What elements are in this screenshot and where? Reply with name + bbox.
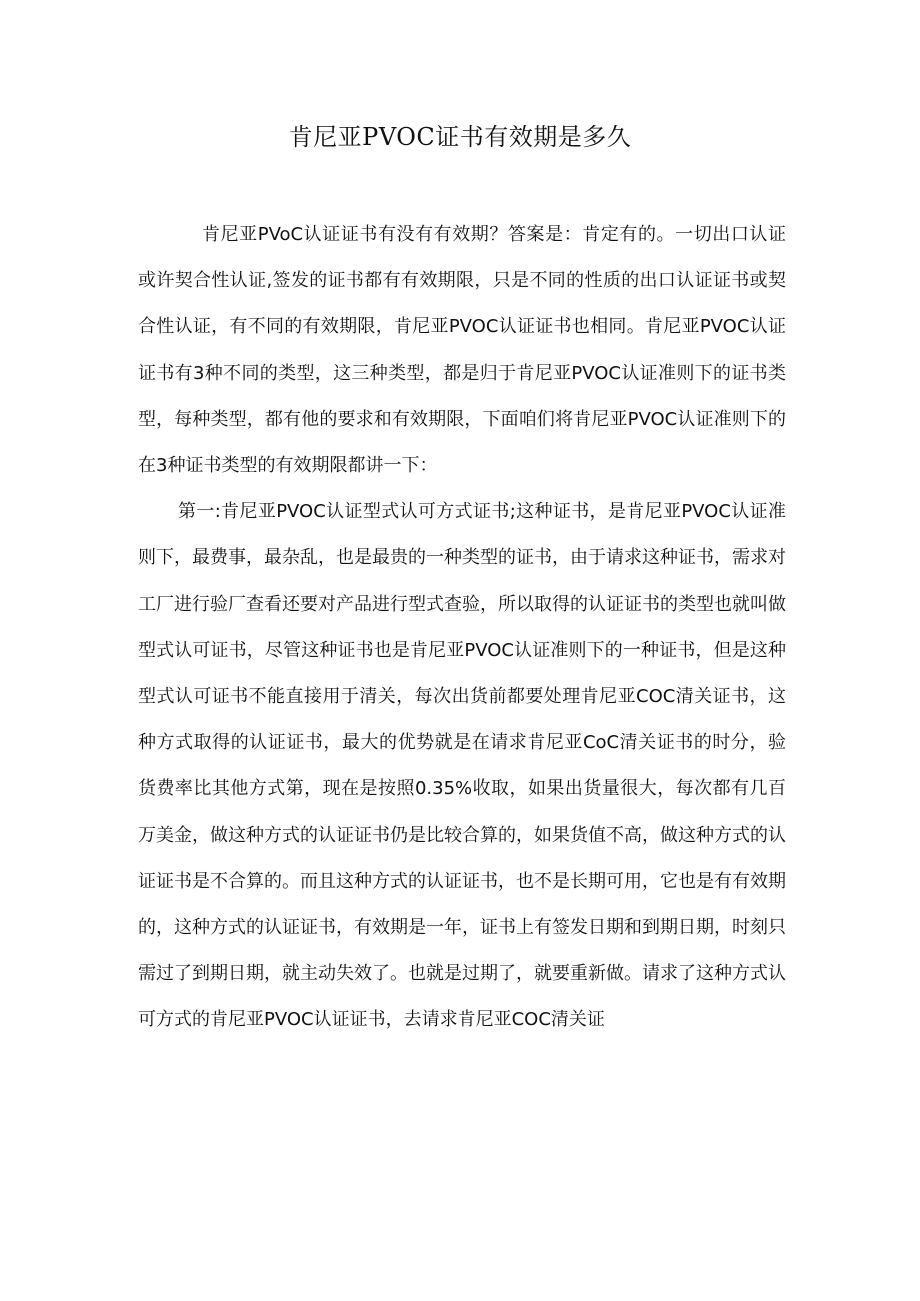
document-body [138, 212, 786, 1044]
paragraph-first-type: 第一:肯尼亚PVOC认证型式认可方式证书;这种证书，是肯尼亚PVOC认证准则下，最费事，最杂乱，也是最贵的一种类型的证书，由于请求这种证书，需求对工厂进行验厂查看还要对产品进行型式查验，所以取得的认证证书的类型也就叫做型式认可证书，尽管这种证书也是肯尼亚PVOC认证准则下的一种证书，但是这种型式认可证书不能直接用于清关，每次出货前都要处理肯尼亚COC清关证书，这种方式取得的认证证书，最大的优势就是在请求肯尼亚CoC清关证书的时分，验货费率比其他方式第，现在是按照0.35%收取，如果出货量很大，每次都有几百万美金，做这种方式的认证证书仍是比较合算的，如果货值不高，做这种方式的认证证书是不合算的。而且这种方式的认证证书，也不是长期可用，它也是有有效期的，这种方式的认证证书，有效期是一年，证书上有签发日期和到期日期，时刻只需过了到期日期，就主动失效了。也就是过期了，就要重新做。请求了这种方式认可方式的肯尼亚PVOC认证证书，去请求肯尼亚COC清关证 [138, 501, 786, 1031]
document-title: 肯尼亚PVOC证书有效期是多久 [288, 123, 632, 151]
paragraph-intro: 肯尼亚PVoC认证证书有没有有效期？答案是：肯定有的。一切出口认证或许契合性认证,签发的证书都有有效期限，只是不同的性质的出口认证证书或契合性认证，有不同的有效期限，肯尼亚PVOC认证证书也相同。肯尼亚PVOC认证证书有3种不同的类型，这三种类型，都是归于肯尼亚PVOC认证准则下的证书类型，每种类型，都有他的要求和有效期限，下面咱们将肯尼亚PVOC认证准则下的在3种证书类型的有效期限都讲一下： [138, 224, 786, 477]
